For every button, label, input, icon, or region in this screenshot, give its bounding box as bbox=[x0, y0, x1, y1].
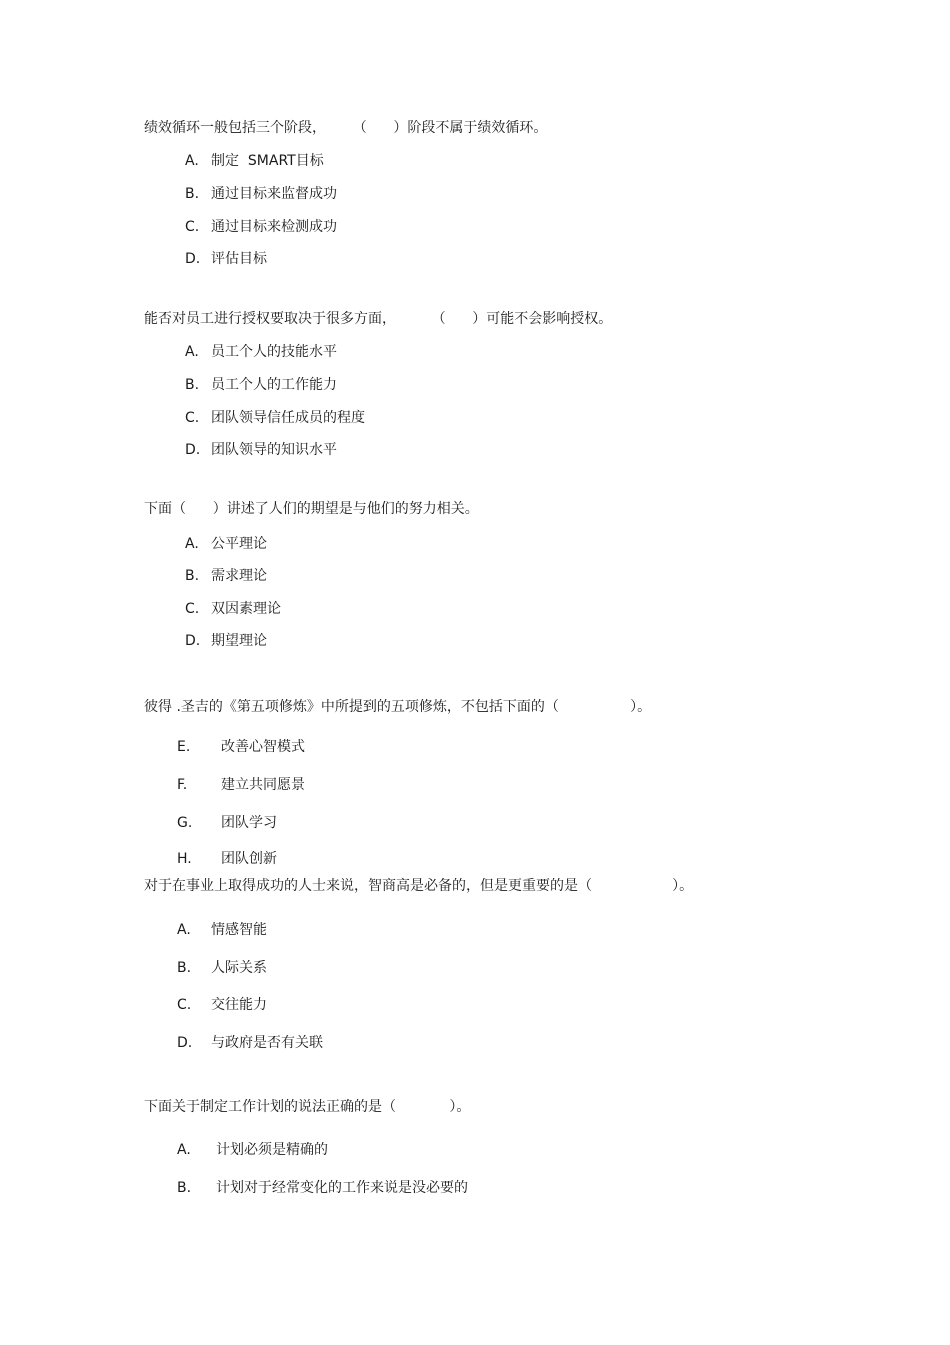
q3-option-a-letter: A. bbox=[185, 536, 199, 552]
q2-option-a-text: 员工个人的技能水平 bbox=[211, 344, 337, 360]
question-6-stem: 下面关于制定工作计划的说法正确的是（ ）。 bbox=[144, 1099, 471, 1115]
question-3-stem: 下面（ ）讲述了人们的期望是与他们的努力相关。 bbox=[144, 501, 479, 517]
q3-option-d-text: 期望理论 bbox=[211, 633, 267, 649]
q2-option-d-text: 团队领导的知识水平 bbox=[211, 442, 337, 458]
q4-option-g-letter: G. bbox=[177, 815, 193, 831]
q2-option-c-text: 团队领导信任成员的程度 bbox=[211, 410, 365, 426]
question-5-stem: 对于在事业上取得成功的人士来说，智商高是必备的，但是更重要的是（ ）。 bbox=[144, 878, 694, 894]
q3-option-c-text: 双因素理论 bbox=[211, 601, 281, 617]
q2-option-c-letter: C. bbox=[185, 410, 200, 426]
q1-option-d-text: 评估目标 bbox=[211, 251, 267, 267]
q1-option-c-text: 通过目标来检测成功 bbox=[211, 219, 337, 235]
q5-option-a-text: 情感智能 bbox=[211, 922, 267, 938]
q4-option-e-text: 改善心智模式 bbox=[221, 739, 305, 755]
q5-option-c-text: 交往能力 bbox=[211, 997, 267, 1013]
q4-option-f-letter: F. bbox=[177, 777, 188, 793]
q4-option-e-letter: E. bbox=[177, 739, 191, 755]
q4-option-h-letter: H. bbox=[177, 851, 192, 867]
q2-option-d-letter: D. bbox=[185, 442, 201, 458]
q3-option-a-text: 公平理论 bbox=[211, 536, 267, 552]
q5-option-a-letter: A. bbox=[177, 922, 191, 938]
q4-option-h-text: 团队创新 bbox=[221, 851, 277, 867]
q1-option-a-letter: A. bbox=[185, 153, 199, 169]
q5-option-c-letter: C. bbox=[177, 997, 192, 1013]
question-1-stem: 绩效循环一般包括三个阶段， （ ）阶段不属于绩效循环。 bbox=[144, 120, 548, 136]
q4-option-g-text: 团队学习 bbox=[221, 815, 277, 831]
q4-option-f-text: 建立共同愿景 bbox=[221, 777, 305, 793]
question-4-stem: 彼得 .圣吉的《第五项修炼》中所提到的五项修炼，不包括下面的（ ）。 bbox=[144, 699, 652, 715]
q6-option-b-text: 计划对于经常变化的工作来说是没必要的 bbox=[216, 1180, 468, 1196]
q3-option-d-letter: D. bbox=[185, 633, 201, 649]
q3-option-c-letter: C. bbox=[185, 601, 200, 617]
q5-option-b-text: 人际关系 bbox=[211, 960, 267, 976]
q1-option-d-letter: D. bbox=[185, 251, 201, 267]
question-2-stem: 能否对员工进行授权要取决于很多方面， （ ）可能不会影响授权。 bbox=[144, 311, 613, 327]
q5-option-d-text: 与政府是否有关联 bbox=[211, 1035, 323, 1051]
q1-option-a-text: 制定 SMART目标 bbox=[211, 153, 324, 169]
q1-option-b-letter: B. bbox=[185, 186, 200, 202]
q5-option-d-letter: D. bbox=[177, 1035, 193, 1051]
q6-option-b-letter: B. bbox=[177, 1180, 192, 1196]
q6-option-a-letter: A. bbox=[177, 1142, 191, 1158]
q2-option-b-letter: B. bbox=[185, 377, 200, 393]
q2-option-a-letter: A. bbox=[185, 344, 199, 360]
q3-option-b-text: 需求理论 bbox=[211, 568, 267, 584]
q5-option-b-letter: B. bbox=[177, 960, 192, 976]
q6-option-a-text: 计划必须是精确的 bbox=[216, 1142, 328, 1158]
q3-option-b-letter: B. bbox=[185, 568, 200, 584]
q1-option-b-text: 通过目标来监督成功 bbox=[211, 186, 337, 202]
q2-option-b-text: 员工个人的工作能力 bbox=[211, 377, 337, 393]
q1-option-c-letter: C. bbox=[185, 219, 200, 235]
